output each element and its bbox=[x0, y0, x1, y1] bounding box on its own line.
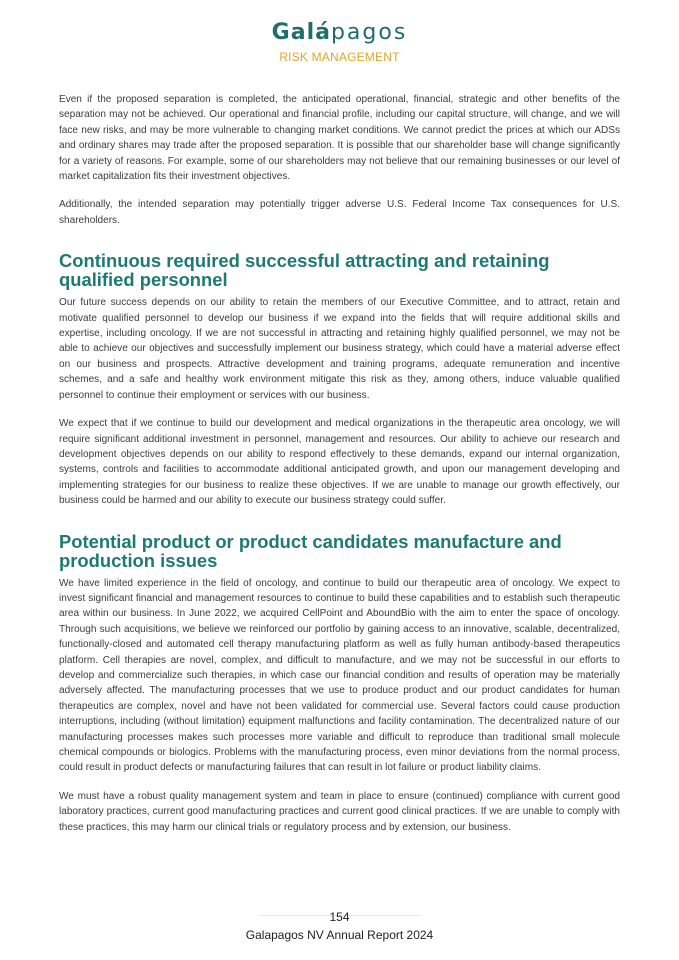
galapagos-logo bbox=[0, 20, 679, 46]
page-number: 154 bbox=[329, 910, 350, 924]
manufacture-paragraph-2: We must have a robust quality management system and team in place to ensure (continued) compliance with current good laboratory practices, current good manufacturing practices and current good clinical practices. If we are unable to comply with these practices, this may harm our clinical trials or regulatory process and by extension, our business. bbox=[59, 790, 620, 833]
intro-paragraph-1: Even if the proposed separation is completed, the anticipated operational, financial, strategic and other benefits of the separation may not be achieved. Our operational and financial profile, including our capital structure, will change, and we will face new risks, and may be more vulnerable to changing market conditions. We cannot predict the prices at which our ADSs and ordinary shares may trade after the proposed separation. It is possible that our shareholder base will change significantly for a variety of reasons. For example, some of our shareholders may not believe that our remaining businesses or our level of market capitalization fits their investment objectives. bbox=[59, 94, 620, 183]
section-label: RISK MANAGEMENT bbox=[279, 50, 400, 64]
manufacture-paragraph-1: We have limited experience in the field of oncology, and continue to build our therapeutic area of oncology. We expect to invest significant financial and management resources to continue to build these capabilities and to establish such therapeutic area within our business. In June 2022, we acquired CellPoint and AboundBio with the aim to enter the space of oncology. Through such acquisitions, we believe we reinforced our portfolio by gaining access to an innovative, scalable, decentralized, functionally-closed and automated cell therapy manufacturing platform as well as fully human antibody-based therapeutics platform. Cell therapies are novel, complex, and difficult to manufacture, and we may not be successful in our efforts to develop and commercialize such therapies, in which case our financial condition and results of operation may be materially adversely affected. The manufacturing processes that we use to produce product and our product candidates for human therapeutics are complex, novel and have not been validated for commercial use. Several factors could cause production interruptions, including (without limitation) equipment malfunctions and facility contamination. The decentralized nature of our manufacturing processes makes such processes more variable and difficult to reproduce than traditional small molecule chemical compounds or biologics. Problems with the manufacturing process, even minor deviations from the normal process, could result in product defects or manufacturing failures that can result in lot failure or product liability claims. bbox=[59, 577, 620, 774]
section-heading-manufacture: Potential product or product candidates manufacture and production issues bbox=[59, 530, 562, 571]
page-header bbox=[0, 20, 679, 64]
logo-light-part: pagos bbox=[330, 20, 408, 45]
section-heading-personnel: Continuous required successful attracting and retaining qualified personnel bbox=[59, 250, 550, 291]
logo-bold-part: Galá bbox=[271, 20, 331, 45]
report-title: Galapagos NV Annual Report 2024 bbox=[245, 928, 434, 942]
intro-paragraph-2: Additionally, the intended separation may potentially trigger adverse U.S. Federal Income Tax consequences for U.S. shareholders. bbox=[59, 199, 620, 226]
page-content bbox=[59, 92, 620, 848]
personnel-paragraph-1: Our future success depends on our ability to retain the members of our Executive Committee, and to attract, retain and motivate qualified personnel to develop our business if we expand into the fields that will require additional skills and expertise, including oncology. If we are not successful in attracting and retaining highly qualified personnel, we may not be able to achieve our objectives and successfully implement our business strategy, which could have a material adverse effect on our business and prospects. Attractive development and training programs, adequate remuneration and incentive schemes, and a safe and healthy work environment mitigate this risk as they, among others, induce valuable qualified personnel to continue their employment or services with our business. bbox=[59, 297, 620, 401]
personnel-paragraph-2: We expect that if we continue to build our development and medical organizations in the therapeutic area oncology, we will require significant additional investment in personnel, management and resources. Our ability to achieve our research and development objectives depends on our ability to respond effectively to these demands, expand our internal organization, systems, controls and facilities to accommodate additional anticipated growth, and upon our management developing and implementing strategies for our business to realize these objectives. If we are unable to manage our growth effectively, our business could be harmed and our ability to execute our business strategy could suffer. bbox=[59, 418, 620, 507]
